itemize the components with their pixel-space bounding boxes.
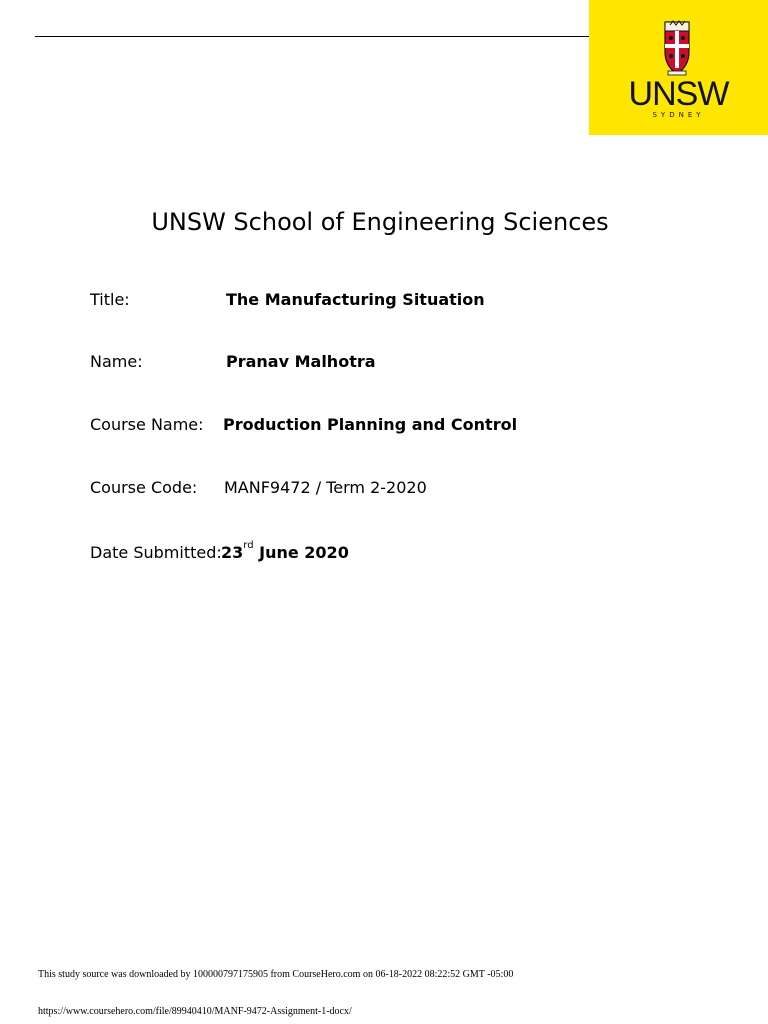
title-label: Title:: [90, 290, 130, 309]
date-value: [221, 540, 349, 562]
date-suffix: rd: [243, 540, 254, 551]
source-url[interactable]: https://www.coursehero.com/file/89940410/MANF-9472-Assignment-1-docx/: [38, 1006, 352, 1017]
title-value: The Manufacturing Situation: [226, 290, 485, 309]
name-label: Name:: [90, 352, 143, 371]
course-name-label: Course Name:: [90, 415, 204, 434]
page-title: UNSW School of Engineering Sciences: [151, 208, 609, 236]
unsw-logo: [589, 0, 768, 135]
header-rule: [35, 36, 589, 37]
date-day: 23: [221, 543, 244, 562]
download-note: This study source was downloaded by 100000797175905 from CourseHero.com on 06-18-2022 08:22:52 GMT -05:00: [38, 969, 514, 980]
date-label: Date Submitted:: [90, 543, 222, 562]
course-code-value: MANF9472 / Term 2-2020: [224, 478, 427, 497]
crest-icon: [662, 16, 692, 80]
date-rest: June 2020: [253, 543, 349, 562]
logo-subtext: SYDNEY: [652, 111, 705, 119]
course-code-label: Course Code:: [90, 478, 198, 497]
name-value: Pranav Malhotra: [226, 352, 376, 371]
logo-wordmark: UNSW: [628, 75, 729, 113]
course-name-value: Production Planning and Control: [223, 415, 518, 434]
